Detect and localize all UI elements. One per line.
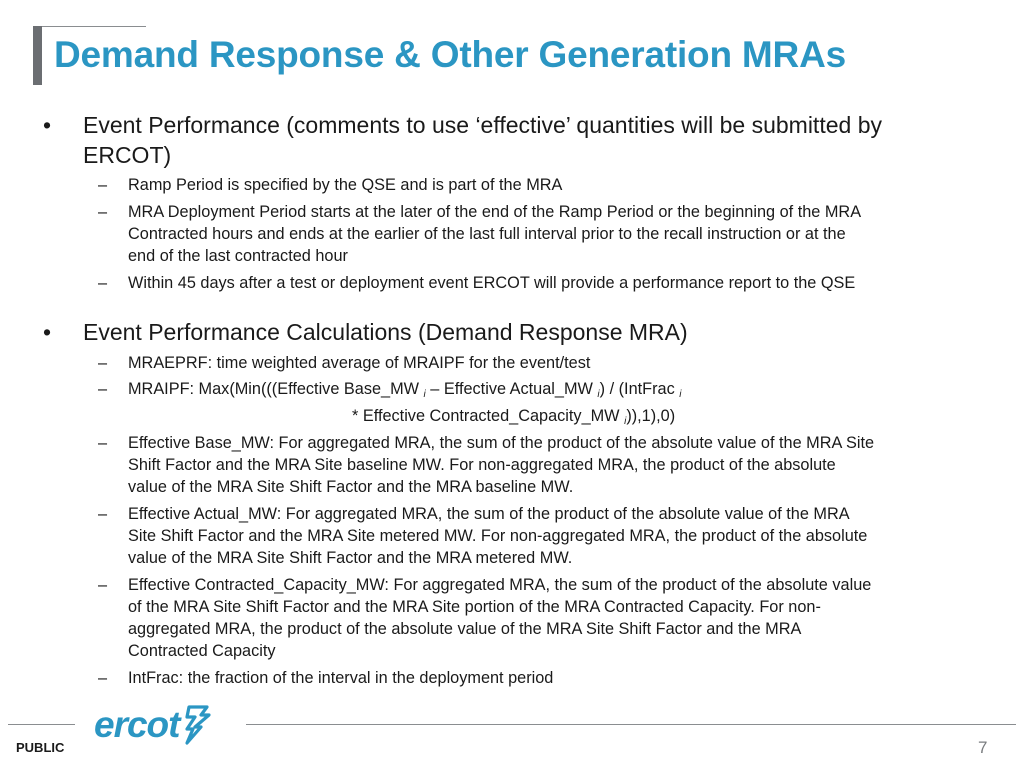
formula-subscript: i xyxy=(679,389,682,400)
list-item-text: aggregated MRA, the product of the absolute value of the MRA Site Shift Factor and the MRA xyxy=(128,620,802,638)
ercot-bolt-icon xyxy=(181,703,213,747)
dash: – xyxy=(98,380,108,398)
ercot-logo-text: ercot xyxy=(94,704,180,745)
dash: – xyxy=(98,274,108,292)
formula-line-1 xyxy=(128,378,988,406)
list-item xyxy=(98,272,988,294)
ercot-logo xyxy=(94,703,213,747)
list-item-text: Ramp Period is specified by the QSE and is part of the MRA xyxy=(128,176,563,194)
formula-text: )),1),0) xyxy=(626,407,676,425)
page-number: 7 xyxy=(978,738,988,757)
formula-text: ) / (IntFrac xyxy=(599,380,680,398)
dash: – xyxy=(98,505,108,523)
title-top-line xyxy=(42,26,146,27)
formula-subscript: i xyxy=(597,389,600,400)
list-item xyxy=(98,503,988,569)
list-item-text: Shift Factor and the MRA Site baseline MW. For non-aggregated MRA, the product of the absolute xyxy=(128,456,836,474)
formula-subscript: i xyxy=(423,389,426,400)
list-item-text: Contracted hours and ends at the earlier of the last full interval prior to the recall instruction or at the xyxy=(128,225,846,243)
section-1-heading-line-1: Event Performance (comments to use ‘effective’ quantities will be submitted by xyxy=(83,112,882,138)
list-item-text: Effective Actual_MW: For aggregated MRA, the sum of the product of the absolute value of the MRA xyxy=(128,505,850,523)
dash: – xyxy=(98,354,108,372)
section-1-heading xyxy=(43,110,983,170)
title-accent-bar xyxy=(33,26,42,85)
slide-title: Demand Response & Other Generation MRAs xyxy=(54,34,846,75)
list-item-text: Contracted Capacity xyxy=(128,642,276,660)
list-item-text: MRAEPRF: time weighted average of MRAIPF for the event/test xyxy=(128,354,591,372)
classification-label: PUBLIC xyxy=(16,740,65,755)
footer-divider-right xyxy=(246,724,1016,725)
formula-item xyxy=(98,378,988,406)
list-item xyxy=(98,201,988,267)
list-item-text: end of the last contracted hour xyxy=(128,247,348,265)
list-item-text: IntFrac: the fraction of the interval in the deployment period xyxy=(128,669,554,687)
formula-subscript: i xyxy=(624,416,627,427)
dash: – xyxy=(98,669,108,687)
list-item-text: Site Shift Factor and the MRA Site metered MW. For non-aggregated MRA, the product of the absolute xyxy=(128,527,868,545)
list-item-text: Within 45 days after a test or deployment event ERCOT will provide a performance report to the QSE xyxy=(128,274,856,292)
section-2-heading-line-1: Event Performance Calculations (Demand Response MRA) xyxy=(83,319,688,345)
list-item-text: Effective Base_MW: For aggregated MRA, the sum of the product of the absolute value of the MRA Site xyxy=(128,434,875,452)
bullet-1: • xyxy=(43,112,52,138)
formula-text: MRAIPF: Max(Min(((Effective Base_MW xyxy=(128,380,424,398)
footer-divider-left xyxy=(8,724,75,725)
dash: – xyxy=(98,434,108,452)
list-item xyxy=(98,174,988,196)
formula-text: – Effective Actual_MW xyxy=(425,380,598,398)
list-item-text: MRA Deployment Period starts at the later of the end of the Ramp Period or the beginning of the MRA xyxy=(128,203,862,221)
list-item-text: of the MRA Site Shift Factor and the MRA Site portion of the MRA Contracted Capacity. For non- xyxy=(128,598,821,616)
bullet-2: • xyxy=(43,319,52,345)
list-item xyxy=(98,352,988,374)
list-item xyxy=(98,574,988,662)
dash: – xyxy=(98,576,108,594)
list-item-text: Effective Contracted_Capacity_MW: For aggregated MRA, the sum of the product of the absolute value xyxy=(128,576,872,594)
section-2-heading xyxy=(43,317,983,347)
list-item xyxy=(98,432,988,498)
list-item-text: value of the MRA Site Shift Factor and the MRA baseline MW. xyxy=(128,478,574,496)
section-1-heading-line-2: ERCOT) xyxy=(83,142,172,168)
list-item xyxy=(98,667,988,689)
formula-text: * Effective Contracted_Capacity_MW xyxy=(352,407,625,425)
formula-line-2 xyxy=(352,405,952,433)
dash: – xyxy=(98,176,108,194)
list-item-text: value of the MRA Site Shift Factor and the MRA metered MW. xyxy=(128,549,573,567)
dash: – xyxy=(98,203,108,221)
